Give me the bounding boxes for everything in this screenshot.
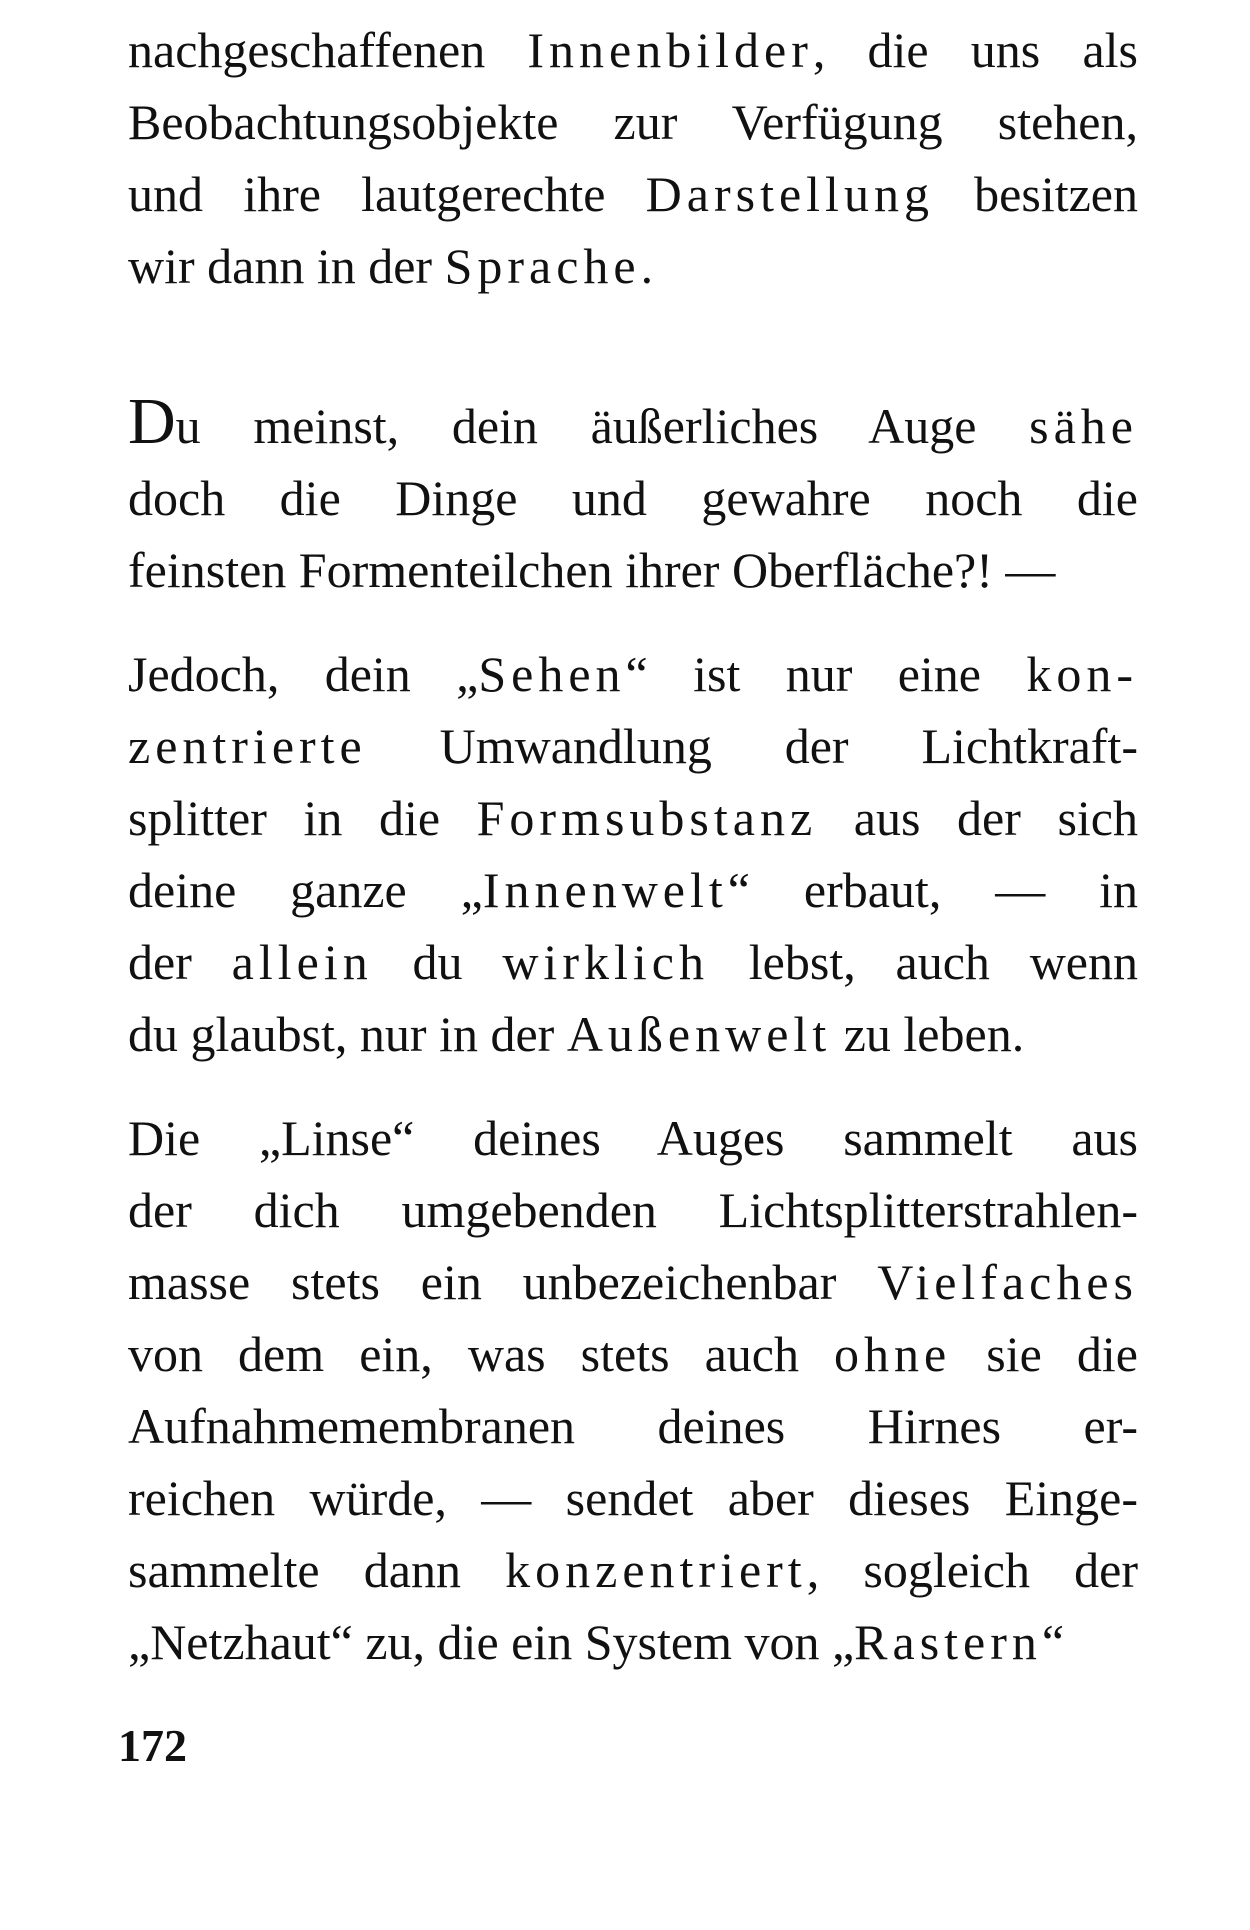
spaced-emphasis: ohne <box>834 1326 952 1382</box>
spaced-emphasis: Vielfaches <box>877 1254 1138 1310</box>
text-line: zentrierte Umwandlung der Lichtkraft- <box>128 718 1138 774</box>
text-line: der dich umgebenden Lichtsplitterstrahlen- <box>128 1182 1138 1238</box>
drop-cap: D <box>128 385 176 458</box>
page-number: 172 <box>118 1720 187 1771</box>
text-line: nachgeschaffenen Innenbilder, die uns als <box>128 22 1138 78</box>
spaced-emphasis: Formsubstanz <box>476 790 818 846</box>
paragraph-1 <box>128 14 1138 302</box>
spaced-emphasis: sähe <box>1029 398 1138 454</box>
spaced-emphasis: Außenwelt <box>566 1006 832 1062</box>
text-line: und ihre lautgerechte Darstellung besitzen <box>128 166 1138 222</box>
text-line: Aufnahmemembranen deines Hirnes er- <box>128 1398 1138 1454</box>
spaced-emphasis: Innenbilder <box>527 22 813 78</box>
text-line: reichen würde, — sendet aber dieses Einge- <box>128 1470 1138 1526</box>
paragraph-4 <box>128 1102 1138 1678</box>
text-line: du glaubst, nur in der Außenwelt zu leben. <box>128 1006 1025 1062</box>
text-line: von dem ein, was stets auch ohne sie die <box>128 1326 1138 1382</box>
text-line: deine ganze „Innenwelt“ erbaut, — in <box>128 862 1139 918</box>
spaced-emphasis: allein <box>231 934 373 990</box>
text-line: der allein du wirklich lebst, auch wenn <box>128 934 1139 990</box>
text-line: doch die Dinge und gewahre noch die <box>128 470 1138 526</box>
text-line: Du meinst, dein äußerliches Auge sähe <box>128 385 1138 458</box>
spaced-emphasis: wirklich <box>502 934 709 990</box>
text-line: feinsten Formenteilchen ihrer Oberfläche?! — <box>128 542 1056 598</box>
paragraph-2 <box>128 385 1138 606</box>
spaced-emphasis: Innenwelt <box>482 862 728 918</box>
spaced-emphasis: Sprache <box>444 238 641 294</box>
spaced-emphasis: konzentriert <box>505 1542 807 1598</box>
text-line: „Netzhaut“ zu, die ein System von „Rastern“ <box>128 1614 1065 1670</box>
spaced-emphasis: Darstellung <box>645 166 934 222</box>
spaced-emphasis: Rastern <box>854 1614 1042 1670</box>
spaced-emphasis: zentrierte <box>128 718 367 774</box>
text-line: Jedoch, dein „Sehen“ ist nur eine kon- <box>128 646 1138 702</box>
text-line: sammelte dann konzentriert, sogleich der <box>128 1542 1139 1598</box>
text-line: Die „Linse“ deines Auges sammelt aus <box>128 1110 1138 1166</box>
paragraph-3 <box>128 638 1138 1070</box>
text-line: wir dann in der Sprache. <box>128 238 654 294</box>
text-line: splitter in die Formsubstanz aus der sich <box>128 790 1138 846</box>
spaced-emphasis: kon- <box>1026 646 1138 702</box>
text-line: masse stets ein unbezeichenbar Vielfaches <box>128 1254 1138 1310</box>
text-line: Beobachtungsobjekte zur Verfügung stehen, <box>128 94 1138 150</box>
spaced-emphasis: Sehen <box>478 646 626 702</box>
